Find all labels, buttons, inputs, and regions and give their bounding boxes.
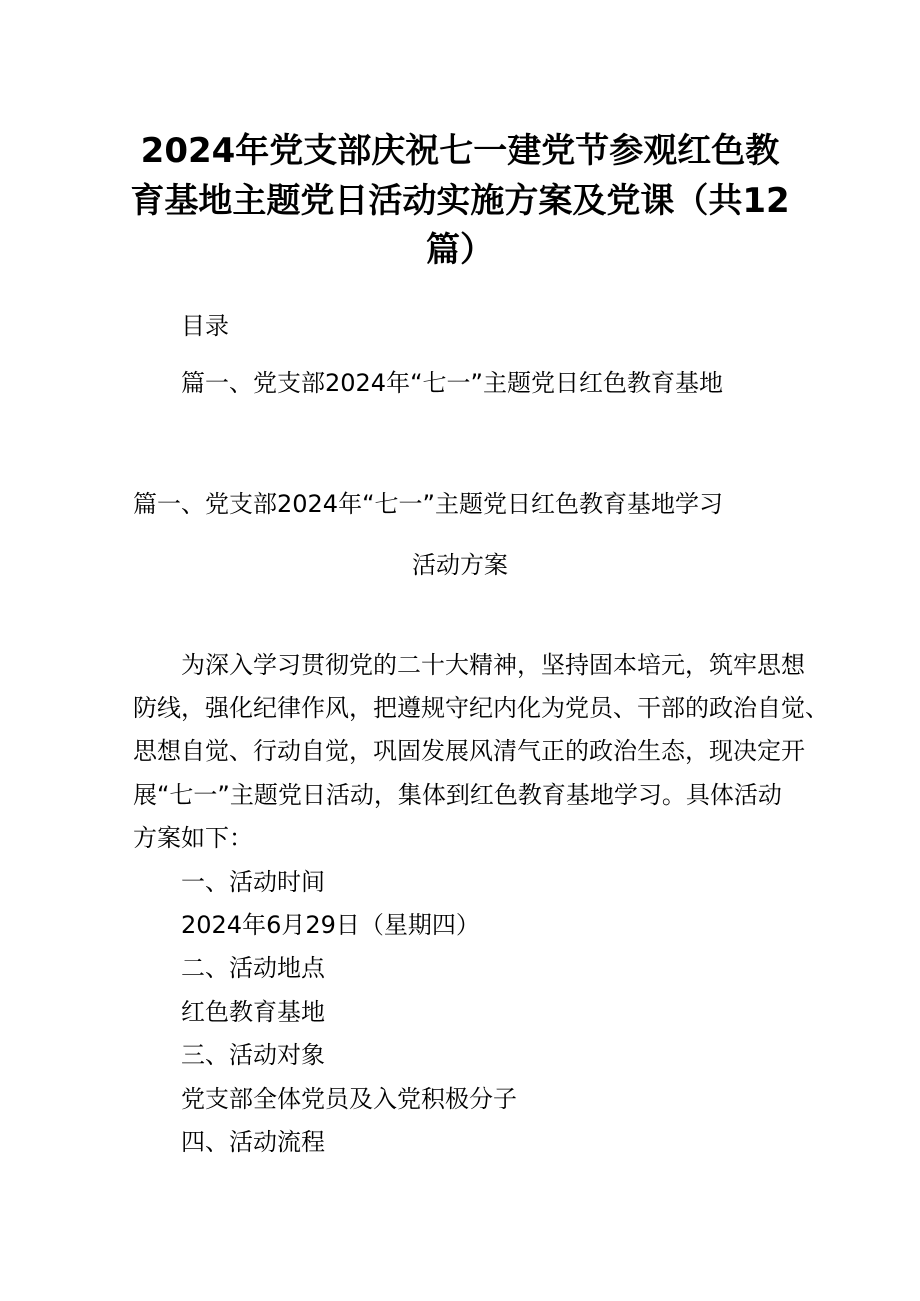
item-content-location: 红色教育基地 [181, 998, 325, 1026]
item-content-participants: 党支部全体党员及入党积极分子 [181, 1085, 517, 1113]
paragraph-line: 防线，强化纪律作风，把遵规守纪内化为党员、干部的政治自觉、 [133, 694, 829, 722]
item-content-time: 2024年6月29日（星期四） [181, 911, 480, 939]
item-heading-process: 四、活动流程 [181, 1128, 325, 1156]
item-heading-time: 一、活动时间 [181, 868, 325, 896]
paragraph-line: 为深入学习贯彻党的二十大精神，坚持固本培元，筑牢思想 [181, 651, 805, 679]
item-heading-location: 二、活动地点 [181, 954, 325, 982]
document-title-line-3: 篇） [426, 230, 494, 270]
document-title-line-1: 2024年党支部庆祝七一建党节参观红色教 [140, 131, 780, 171]
toc-item-1: 篇一、党支部2024年“七一”主题党日红色教育基地 [181, 369, 723, 397]
toc-heading: 目录 [181, 312, 229, 340]
document-title-line-2: 育基地主题党日活动实施方案及党课（共12 [130, 181, 790, 221]
paragraph-line: 展“七一”主题党日活动，集体到红色教育基地学习。具体活动 [133, 781, 782, 809]
paragraph-line: 方案如下： [133, 824, 253, 852]
section-heading-line-2: 活动方案 [412, 551, 508, 579]
paragraph-line: 思想自觉、行动自觉，巩固发展风清气正的政治生态，现决定开 [133, 737, 805, 765]
item-heading-participants: 三、活动对象 [181, 1041, 325, 1069]
section-heading-line-1: 篇一、党支部2024年“七一”主题党日红色教育基地学习 [133, 490, 723, 518]
